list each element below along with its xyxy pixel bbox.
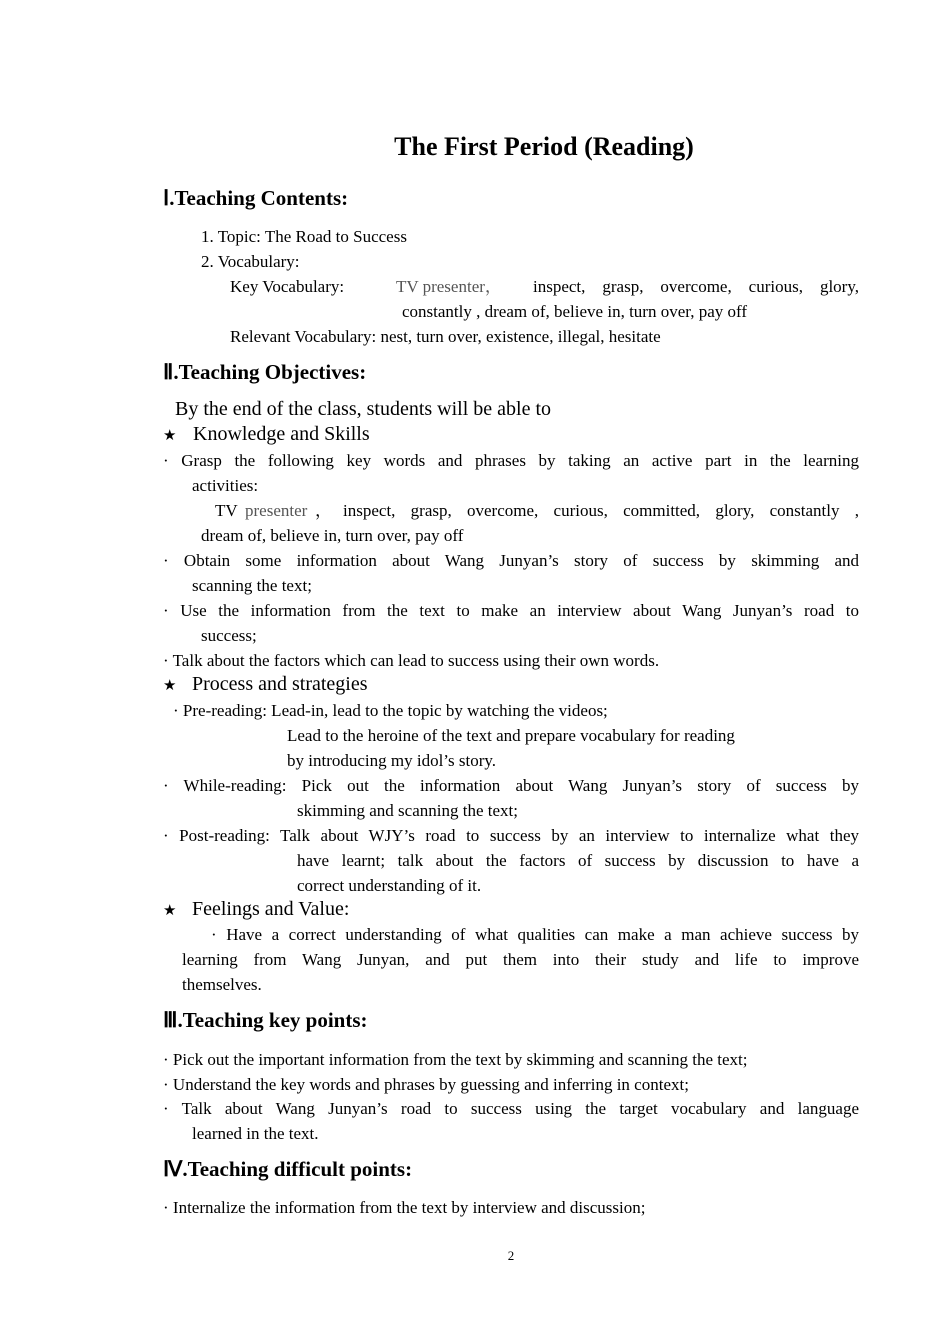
section-heading-difficult-points: Ⅳ.Teaching difficult points: (163, 1157, 413, 1181)
objectives-intro: By the end of the class, students will be able to (175, 398, 552, 420)
key-vocabulary-label: Key Vocabulary: (230, 277, 345, 296)
key-vocabulary-line-1: inspect, grasp, overcome, curious, glory, (533, 277, 859, 296)
page-title: The First Period (Reading) (394, 132, 694, 161)
section-heading-contents: Ⅰ.Teaching Contents: (163, 186, 349, 210)
relevant-vocabulary: Relevant Vocabulary: nest, turn over, existence, illegal, hesitate (230, 327, 661, 346)
knowledge-presenter: presenter (245, 501, 308, 520)
key-vocabulary-tv-presenter: TV presenter， (396, 277, 502, 296)
knowledge-item-2-line-2: scanning the text; (192, 576, 312, 595)
knowledge-item-4: · Talk about the factors which can lead to success using their own words. (163, 651, 660, 670)
process-item-2-line-1: · While-reading: Pick out the information about Wang Junyan’s story of success by (163, 776, 859, 795)
knowledge-skills-title: Knowledge and Skills (193, 423, 370, 445)
process-item-1-line-1: · Pre-reading: Lead-in, lead to the topic by watching the videos; (173, 701, 608, 720)
knowledge-item-2-line-1: · Obtain some information about Wang Junyan’s story of success by skimming and (163, 551, 859, 570)
feelings-line-2: learning from Wang Junyan, and put them into their study and life to improve (182, 950, 859, 969)
star-icon: ★ (163, 903, 177, 919)
process-item-1-line-3: by introducing my idol’s story. (287, 751, 497, 770)
key-point-1: · Pick out the important information from the text by skimming and scanning the text; (163, 1050, 748, 1069)
knowledge-item-1-line-2: activities: (192, 476, 259, 495)
process-item-1-line-2: Lead to the heroine of the text and prepare vocabulary for reading (287, 726, 735, 745)
knowledge-item-3-line-2: success; (201, 626, 257, 645)
key-vocabulary-line-2: constantly , dream of, believe in, turn over, pay off (402, 302, 748, 321)
key-point-2: · Understand the key words and phrases by guessing and inferring in context; (163, 1075, 689, 1094)
key-point-3-line-1: · Talk about Wang Junyan’s road to success using the target vocabulary and language (163, 1099, 859, 1118)
key-point-3-line-2: learned in the text. (192, 1124, 319, 1143)
process-item-2-line-2: skimming and scanning the text; (297, 801, 518, 820)
process-item-3-line-3: correct understanding of it. (297, 876, 482, 895)
knowledge-item-1-line-1: · Grasp the following key words and phrases by taking an active part in the learning (163, 451, 859, 470)
process-strategies-title: Process and strategies (192, 673, 368, 695)
feelings-line-3: themselves. (182, 975, 262, 994)
star-icon: ★ (163, 428, 177, 444)
section-heading-objectives: Ⅱ.Teaching Objectives: (163, 360, 367, 384)
topic-line: 1. Topic: The Road to Success (201, 227, 407, 246)
process-item-3-line-1: · Post-reading: Talk about WJY’s road to success by an interview to internalize what they (163, 826, 859, 845)
process-item-3-line-2: have learnt; talk about the factors of success by discussion to have a (297, 851, 859, 870)
section-heading-key-points: Ⅲ.Teaching key points: (163, 1008, 368, 1032)
knowledge-tv: TV (215, 501, 238, 520)
knowledge-item-1-line-3: ，inspect, grasp, overcome, curious, committed, glory, constantly , (315, 501, 859, 520)
page-number: 2 (507, 1248, 515, 1263)
knowledge-item-1-line-4: dream of, believe in, turn over, pay off (201, 526, 464, 545)
knowledge-item-3-line-1: · Use the information from the text to make an interview about Wang Junyan’s road to (163, 601, 859, 620)
vocabulary-label: 2. Vocabulary: (201, 252, 300, 271)
star-icon: ★ (163, 678, 177, 694)
feelings-line-1: · Have a correct understanding of what qualities can make a man achieve success by (211, 925, 859, 944)
difficult-point-1: · Internalize the information from the text by interview and discussion; (163, 1198, 646, 1217)
feelings-value-title: Feelings and Value: (192, 898, 350, 920)
